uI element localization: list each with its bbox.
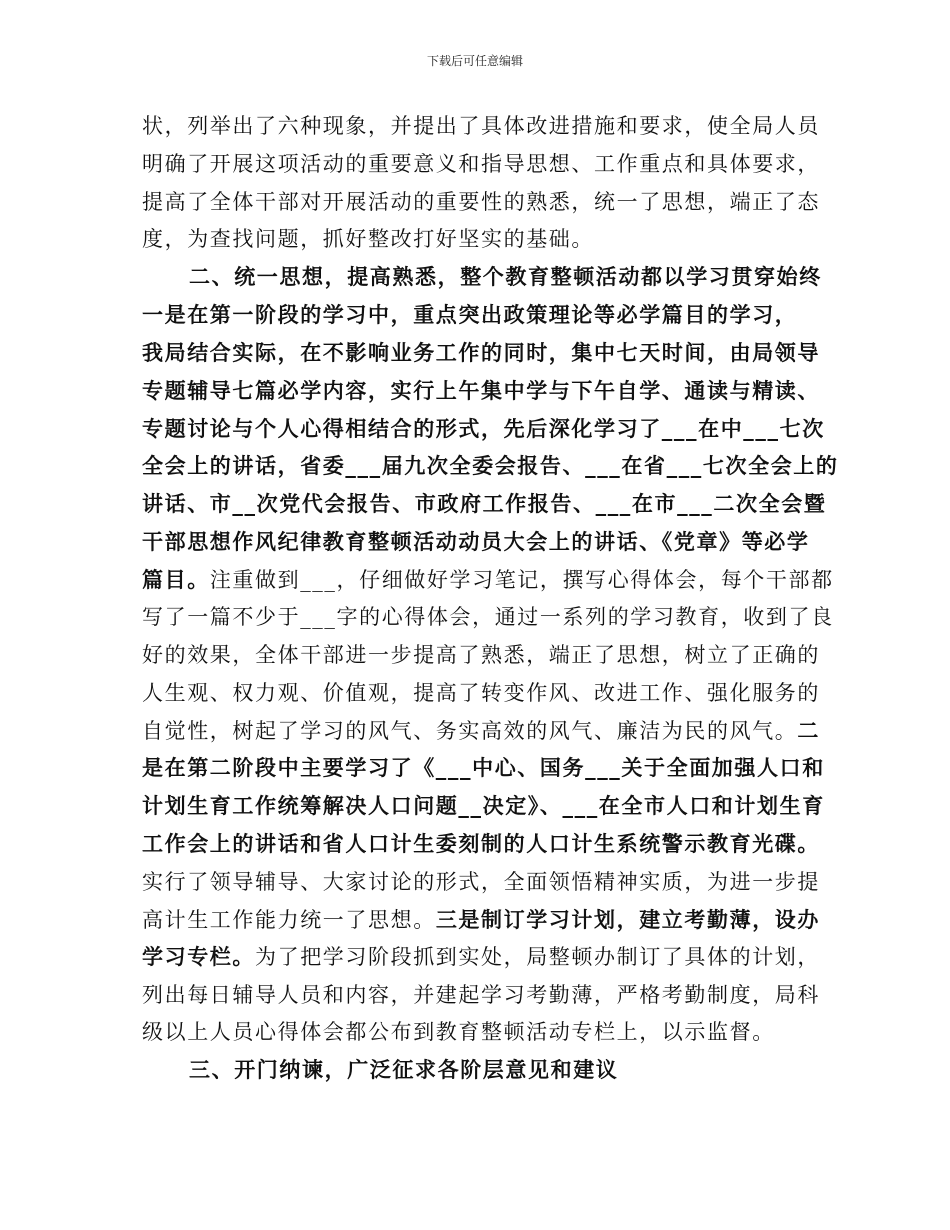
text-line [142, 378, 820, 404]
text-run: 自觉性，树起了学习的风气、务实高效的风气、廉洁为民的风气。 [142, 719, 798, 743]
section-heading [189, 264, 822, 290]
text-run: 人生观、权力观、价值观，提高了转变作风、改进工作、强化服务的 [142, 681, 820, 705]
text-line [142, 416, 825, 442]
text-line [142, 907, 820, 933]
bold-text-run: 是在第二阶段中主要学习了《___中心、国务___关于全面加强人口和 [142, 755, 825, 780]
text-run: 好的效果，全体干部进一步提高了熟悉，端正了思想，树立了正确的 [142, 643, 820, 667]
text-line [142, 831, 820, 857]
text-run: 实行了领导辅导、大家讨论的形式，全面领悟精神实质，为进一步提 [142, 870, 820, 894]
text-run: 为了把学习阶段抓到实处，局整顿办制订了具体的计划， [255, 945, 820, 969]
text-line [142, 604, 834, 630]
text-run: 度，为查找问题，抓好整改打好坚实的基础。 [142, 227, 594, 251]
text-line [142, 113, 820, 139]
bold-text-run: 我局结合实际，在不影响业务工作的同时，集中七天时间，由局领导 [142, 340, 820, 365]
bold-text-run: 篇目。 [142, 567, 210, 592]
text-line [142, 944, 820, 970]
bold-text-run: 专题辅导七篇必学内容，实行上午集中学与下午自学、通读与精读、 [142, 378, 820, 403]
bold-text-run: 三是制订学习计划，建立考勤薄，设办 [435, 907, 821, 932]
text-line [142, 189, 820, 215]
text-line [142, 302, 797, 328]
text-run: 提高了全体干部对开展活动的重要性的熟悉，统一了思想，端正了态 [142, 190, 820, 214]
text-run: 高计生工作能力统一了思想。 [142, 908, 436, 932]
text-run: 写了一篇不少于___字的心得体会，通过一系列的学习教育，收到了良 [142, 605, 834, 629]
page-header: 下载后可任意编辑 [426, 54, 523, 68]
text-line [142, 642, 820, 668]
bold-text-run: 二、统一思想，提高熟悉，整个教育整顿活动都以学习贯穿始终 [189, 264, 822, 289]
text-line [142, 1019, 775, 1045]
bold-text-run: 干部思想作风纪律教育整顿活动动员大会上的讲话、《党章》等必学 [142, 529, 810, 554]
bold-text-run: 工作会上的讲话和省人口计生委刻制的人口计生系统警示教育光碟。 [142, 831, 820, 856]
text-line [142, 680, 820, 706]
text-run: 注重做到___，仔细做好学习笔记，撰写心得体会，每个干部都 [209, 568, 834, 592]
text-line [142, 529, 810, 555]
text-line [142, 869, 820, 895]
text-line [142, 491, 826, 517]
text-run: 明确了开展这项活动的重要意义和指导思想、工作重点和具体要求， [142, 152, 820, 176]
bold-text-run: 三、开门纳谏，广泛征求各阶层意见和建议 [189, 1057, 619, 1082]
text-line [142, 567, 834, 593]
bold-text-run: 专题讨论与个人心得相结合的形式，先后深化学习了___在中___七次 [142, 416, 825, 441]
bold-text-run: 全会上的讲话，省委___届九次全委会报告、___在省___七次全会上的 [142, 453, 839, 478]
bold-text-run: 二 [797, 718, 821, 743]
bold-text-run: 计划生育工作统筹解决人口问题__决定》、___在全市人口和计划生育 [142, 793, 825, 818]
bold-text-run: 讲话、市__次党代会报告、市政府工作报告、___在市___二次全会暨 [142, 491, 827, 516]
text-run: 列出每日辅导人员和内容，并建起学习考勤薄，严格考勤制度，局科 [142, 983, 820, 1007]
text-run: 级以上人员心得体会都公布到教育整顿活动专栏上，以示监督。 [142, 1020, 775, 1044]
bold-text-run: 一是在第一阶段的学习中，重点突出政策理论等必学篇目的学习， [142, 302, 798, 327]
text-run: 状，列举出了六种现象，并提出了具体改进措施和要求，使全局人员 [142, 114, 820, 138]
text-line [142, 793, 825, 819]
text-line [142, 453, 839, 479]
text-line [142, 718, 820, 744]
text-line [142, 226, 594, 252]
text-line [142, 340, 820, 366]
section-heading [189, 1057, 618, 1083]
text-line [142, 151, 820, 177]
text-line [142, 982, 820, 1008]
bold-text-run: 学习专栏。 [142, 944, 255, 969]
text-line [142, 755, 825, 781]
